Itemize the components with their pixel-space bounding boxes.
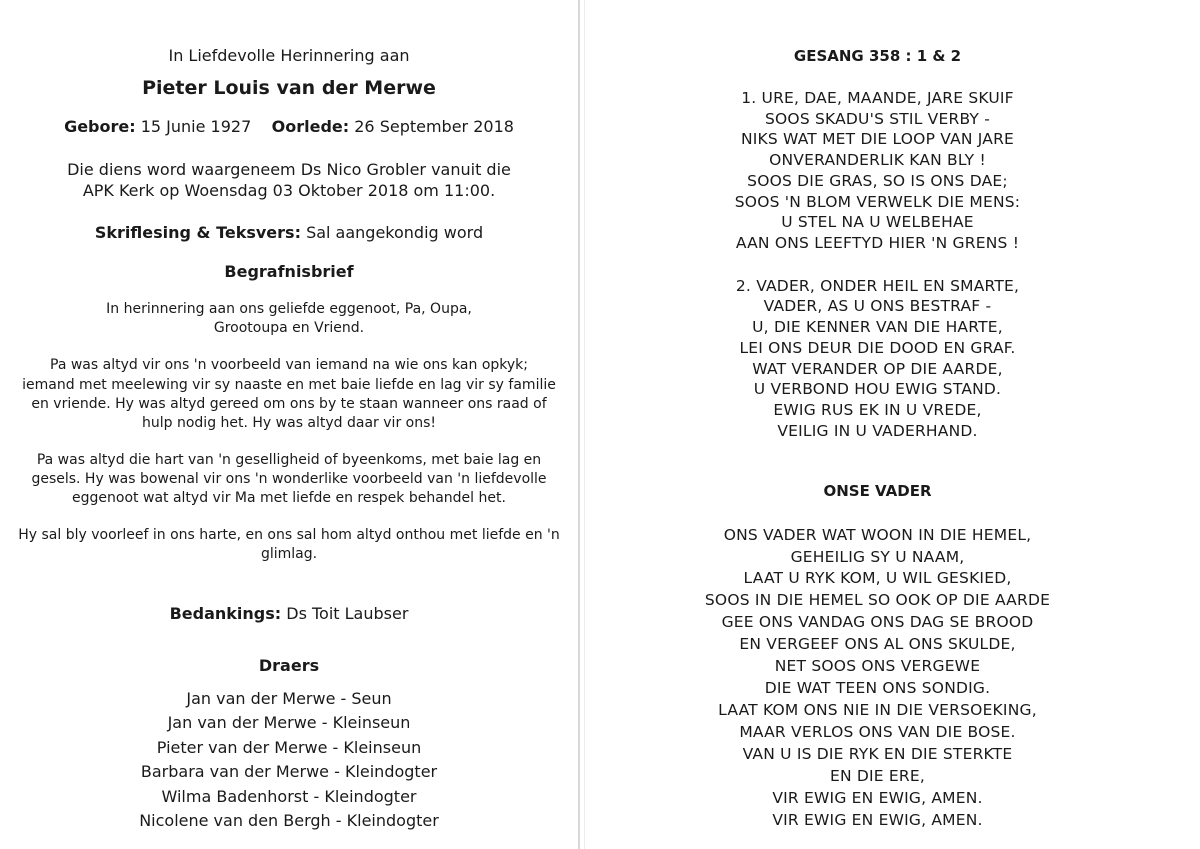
- prayer-line: GEE ONS VANDAG ONS DAG SE BROOD: [721, 613, 1034, 631]
- thanks-label: Bedankings:: [169, 604, 282, 623]
- prayer-line: EN VERGEEF ONS AL ONS SKULDE,: [739, 635, 1016, 653]
- prayer-line: DIE WAT TEEN ONS SONDIG.: [764, 679, 991, 697]
- reading-label: Skriflesing & Teksvers:: [94, 223, 301, 242]
- hymn-line: 2. VADER, ONDER HEIL EN SMARTE,: [735, 277, 1020, 295]
- prayer-line: VAN U IS DIE RYK EN DIE STERKTE: [742, 745, 1013, 763]
- letter-line: glimlag.: [260, 546, 318, 562]
- thanks-line: [0, 604, 578, 623]
- hymn-line: LEI ONS DEUR DIE DOOD EN GRAF.: [739, 339, 1016, 357]
- reading-value: Sal aangekondig word: [306, 223, 484, 242]
- bearer-item: Jan van der Merwe - Seun: [186, 689, 392, 708]
- left-page: [0, 0, 578, 849]
- hymn-line: SOOS 'N BLOM VERWELK DIE MENS:: [734, 193, 1021, 211]
- letter-line: Pa was altyd die hart van 'n geselligheid of byeenkoms, met baie lag en: [36, 452, 542, 468]
- hymn-line: VEILIG IN U VADERHAND.: [777, 422, 978, 440]
- page-fold: [578, 0, 580, 849]
- prayer-line: LAAT U RYK KOM, U WIL GESKIED,: [743, 569, 1012, 587]
- hymn-line: 1. URE, DAE, MAANDE, JARE SKUIF: [741, 89, 1014, 107]
- died-label: Oorlede:: [271, 117, 350, 136]
- right-page: [585, 0, 1170, 849]
- letter-line: Hy sal bly voorleef in ons harte, en ons sal hom altyd onthou met liefde en 'n: [18, 527, 560, 543]
- prayer-heading: ONSE VADER: [823, 482, 932, 500]
- born-label: Gebore:: [64, 117, 136, 136]
- letter-line: en vriende. Hy was altyd gereed om ons by te staan wanneer ons raad of: [31, 396, 547, 412]
- hymn-line: WAT VERANDER OP DIE AARDE,: [752, 360, 1003, 378]
- bearer-item: Nicolene van den Bergh - Kleindogter: [139, 811, 439, 830]
- service-line: APK Kerk op Woensdag 03 Oktober 2018 om 11:00.: [82, 181, 496, 200]
- bearer-item: Wilma Badenhorst - Kleindogter: [161, 787, 417, 806]
- deceased-name: Pieter Louis van der Merwe: [142, 77, 436, 99]
- hymn-heading: GESANG 358 : 1 & 2: [793, 47, 962, 65]
- letter-line: In herinnering aan ons geliefde eggenoot, Pa, Oupa,: [106, 301, 472, 317]
- prayer-line: GEHEILIG SY U NAAM,: [790, 548, 965, 566]
- prayer-line: SOOS IN DIE HEMEL SO OOK OP DIE AARDE: [704, 591, 1051, 609]
- prayer-line: ONS VADER WAT WOON IN DIE HEMEL,: [723, 526, 1032, 544]
- hymn-line: ONVERANDERLIK KAN BLY !: [769, 151, 986, 169]
- letter-line: Pa was altyd vir ons 'n voorbeeld van iemand na wie ons kan opkyk;: [50, 357, 528, 373]
- letter-heading: Begrafnisbrief: [224, 262, 354, 281]
- thanks-value: Ds Toit Laubser: [286, 604, 409, 623]
- died-value: 26 September 2018: [354, 117, 514, 136]
- letter-line: hulp nodig het. Hy was altyd daar vir ons!: [142, 415, 436, 431]
- dates-line: [0, 117, 578, 136]
- hymn-line: SOOS SKADU'S STIL VERBY -: [764, 110, 991, 128]
- bearer-item: Barbara van der Merwe - Kleindogter: [140, 762, 438, 781]
- hymn-line: U VERBOND HOU EWIG STAND.: [753, 380, 1002, 398]
- letter-line: gesels. Hy was bowenal vir ons 'n wonderlike voorbeeld van 'n liefdevolle: [31, 471, 547, 487]
- letter-line: iemand met meelewing vir sy naaste en met baie liefde en lag vir sy familie: [22, 377, 556, 393]
- bearers-heading: Draers: [258, 656, 320, 675]
- prayer-line: NET SOOS ONS VERGEWE: [774, 657, 981, 675]
- prayer-line: MAAR VERLOS ONS VAN DIE BOSE.: [739, 723, 1016, 741]
- hymn-line: U, DIE KENNER VAN DIE HARTE,: [752, 318, 1003, 336]
- bearer-item: Pieter van der Merwe - Kleinseun: [156, 738, 422, 757]
- letter-line: eggenoot wat altyd vir Ma met liefde en respek behandel het.: [72, 490, 506, 506]
- reading-line: [0, 223, 578, 242]
- hymn-line: VADER, AS U ONS BESTRAF -: [763, 297, 992, 315]
- hymn-line: AAN ONS LEEFTYD HIER 'N GRENS !: [735, 234, 1020, 252]
- prayer-line: EN DIE ERE,: [829, 767, 926, 785]
- hymn-line: NIKS WAT MET DIE LOOP VAN JARE: [740, 130, 1015, 148]
- letter-line: Grootoupa en Vriend.: [213, 320, 365, 336]
- intro-line: In Liefdevolle Herinnering aan: [168, 46, 410, 65]
- hymn-line: SOOS DIE GRAS, SO IS ONS DAE;: [747, 172, 1008, 190]
- hymn-line: U STEL NA U WELBEHAE: [781, 213, 974, 231]
- born-value: 15 Junie 1927: [140, 117, 252, 136]
- prayer-line: LAAT KOM ONS NIE IN DIE VERSOEKING,: [718, 701, 1037, 719]
- service-line: Die diens word waargeneem Ds Nico Grobler vanuit die: [67, 160, 511, 179]
- bearer-item: Jan van der Merwe - Kleinseun: [167, 713, 411, 732]
- hymn-line: EWIG RUS EK IN U VREDE,: [773, 401, 982, 419]
- prayer-line: VIR EWIG EN EWIG, AMEN.: [772, 789, 983, 807]
- prayer-line: VIR EWIG EN EWIG, AMEN.: [772, 811, 983, 829]
